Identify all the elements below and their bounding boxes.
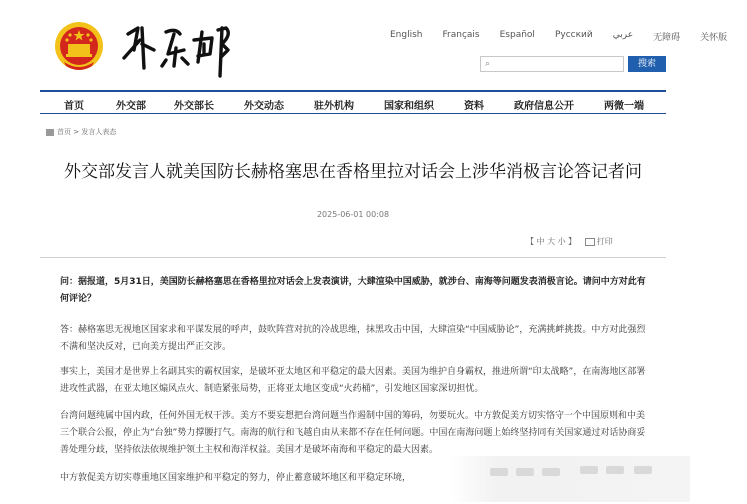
nav-diplomatic-news[interactable]: 外交动态: [244, 101, 284, 112]
article-paragraph: 事实上，美国才是世界上名副其实的霸权国家，是破坏亚太地区和平稳定的最大因素。美国为维护自身霸权，推进所谓“印太战略”，在南海地区部署进攻性武器，在亚太地区煽风点火、制造紧张局势，正将亚太地区变成“火药桶”，引发地区国家深切担忧。: [60, 367, 646, 394]
lang-spanish-link[interactable]: Español: [499, 30, 535, 40]
nav-social-media[interactable]: 两微一端: [604, 101, 644, 112]
nav-resources[interactable]: 资料: [464, 101, 484, 112]
article-date: 2025-06-01 00:08: [316, 210, 390, 219]
article-paragraph-question: 问：据报道，5月31日，美国防长赫格塞思在香格里拉对话会上发表演讲，大肆渲染中国威胁，就涉台、南海等问题发表消极言论。请问中方对此有何评论？: [60, 277, 646, 304]
elderly-care-link[interactable]: 关怀版: [700, 33, 728, 43]
nav-ministry[interactable]: 外交部: [116, 101, 146, 112]
lang-english-link[interactable]: English: [390, 30, 423, 40]
lang-arabic-link[interactable]: عربي: [612, 30, 634, 40]
breadcrumb: [46, 127, 116, 137]
breadcrumb-text[interactable]: 首页 > 发言人表态: [57, 128, 117, 136]
font-size-switcher[interactable]: 【 中 大 小 】: [526, 237, 577, 246]
article-tools: [526, 236, 613, 247]
article-title: 外交部发言人就美国防长赫格塞思在香格里拉对话会上涉华消极言论答记者问: [64, 162, 642, 183]
article-paragraph: 答：赫格塞思无视地区国家求和平谋发展的呼声，鼓吹阵营对抗的冷战思维，抹黑攻击中国，大肆渲染“中国威胁论”，充满挑衅挑拨。中方对此强烈不满和坚决反对，已向美方提出严正交涉。: [60, 325, 646, 352]
main-nav: [40, 90, 666, 114]
nav-missions-abroad[interactable]: 驻外机构: [314, 101, 354, 112]
nav-home[interactable]: 首页: [64, 101, 84, 112]
article-paragraph: 台湾问题纯属中国内政，任何外国无权干涉。美方不要妄想把台湾问题当作遏制中国的筹码，勿要玩火。中方敦促美方切实恪守一个中国原则和中美三个联合公报，停止为“台独”势力撑腰打气。南海的航行和飞越自由从来都不存在任何问题。中国在南海问题上始终坚持同有关国家通过对话协商妥善处理分歧，坚持依法依规维护领土主权和海洋权益。美国才是破坏南海和平稳定的最大因素。: [60, 411, 646, 455]
content-divider: [40, 257, 666, 258]
nav-government-info[interactable]: 政府信息公开: [514, 101, 574, 112]
nav-foreign-minister[interactable]: 外交部长: [174, 101, 214, 112]
nav-countries-organizations[interactable]: 国家和组织: [384, 101, 434, 112]
print-icon[interactable]: [585, 238, 595, 246]
search-button[interactable]: 搜索: [628, 56, 666, 72]
search-box: [480, 56, 624, 72]
search-input[interactable]: [495, 58, 623, 72]
ministry-logo-calligraphy[interactable]: [118, 20, 248, 80]
lang-french-link[interactable]: Français: [442, 30, 480, 40]
lang-russian-link[interactable]: Русский: [554, 30, 593, 40]
home-icon[interactable]: [46, 129, 54, 136]
accessibility-link[interactable]: 无障碍: [653, 33, 681, 43]
print-link[interactable]: 打印: [596, 237, 613, 246]
national-emblem-icon[interactable]: [54, 20, 104, 72]
watermark-overlay: [450, 456, 690, 502]
language-switcher: [390, 30, 747, 43]
article-paragraph: 中方敦促美方切实尊重地区国家维护和平稳定的努力，停止蓄意破坏地区和平稳定环境，: [60, 473, 412, 483]
search-icon: ⌕: [485, 59, 491, 69]
site-header: [0, 0, 728, 90]
